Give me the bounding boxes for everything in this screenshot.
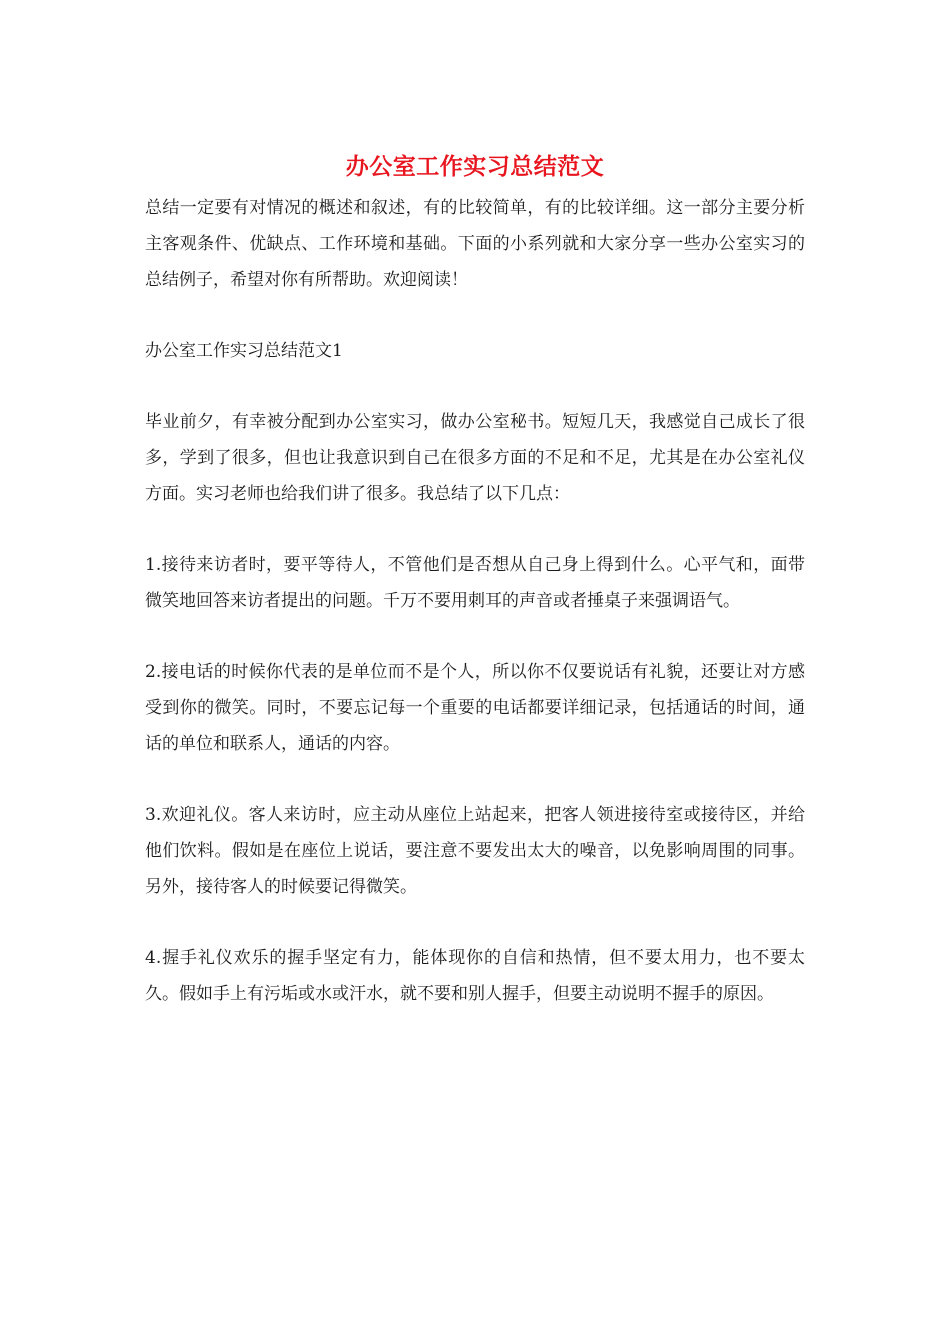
point-4-paragraph: 4.握手礼仪欢乐的握手坚定有力，能体现你的自信和热情，但不要太用力，也不要太久。假如手上有污垢或水或汗水，就不要和别人握手，但要主动说明不握手的原因。 [145, 948, 805, 1004]
document-body [145, 190, 805, 1012]
intro-paragraph: 总结一定要有对情况的概述和叙述，有的比较简单，有的比较详细。这一部分主要分析主客观条件、优缺点、工作环境和基础。下面的小系列就和大家分享一些办公室实习的总结例子，希望对你有所帮助。欢迎阅读！ [145, 198, 805, 290]
document-title: 办公室工作实习总结范文 [345, 153, 605, 180]
section-heading: 办公室工作实习总结范文1 [145, 341, 343, 361]
point-1-paragraph: 1.接待来访者时，要平等待人，不管他们是否想从自己身上得到什么。心平气和，面带微笑地回答来访者提出的问题。千万不要用刺耳的声音或者捶桌子来强调语气。 [145, 555, 805, 611]
body-paragraph: 毕业前夕，有幸被分配到办公室实习，做办公室秘书。短短几天，我感觉自己成长了很多，学到了很多，但也让我意识到自己在很多方面的不足和不足，尤其是在办公室礼仪方面。实习老师也给我们讲了很多。我总结了以下几点： [145, 412, 805, 504]
point-2-paragraph: 2.接电话的时候你代表的是单位而不是个人，所以你不仅要说话有礼貌，还要让对方感受到你的微笑。同时，不要忘记每一个重要的电话都要详细记录，包括通话的时间，通话的单位和联系人，通话的内容。 [145, 662, 805, 754]
point-3-paragraph: 3.欢迎礼仪。客人来访时，应主动从座位上站起来，把客人领进接待室或接待区，并给他们饮料。假如是在座位上说话，要注意不要发出太大的噪音，以免影响周围的同事。另外，接待客人的时候要记得微笑。 [145, 805, 805, 897]
